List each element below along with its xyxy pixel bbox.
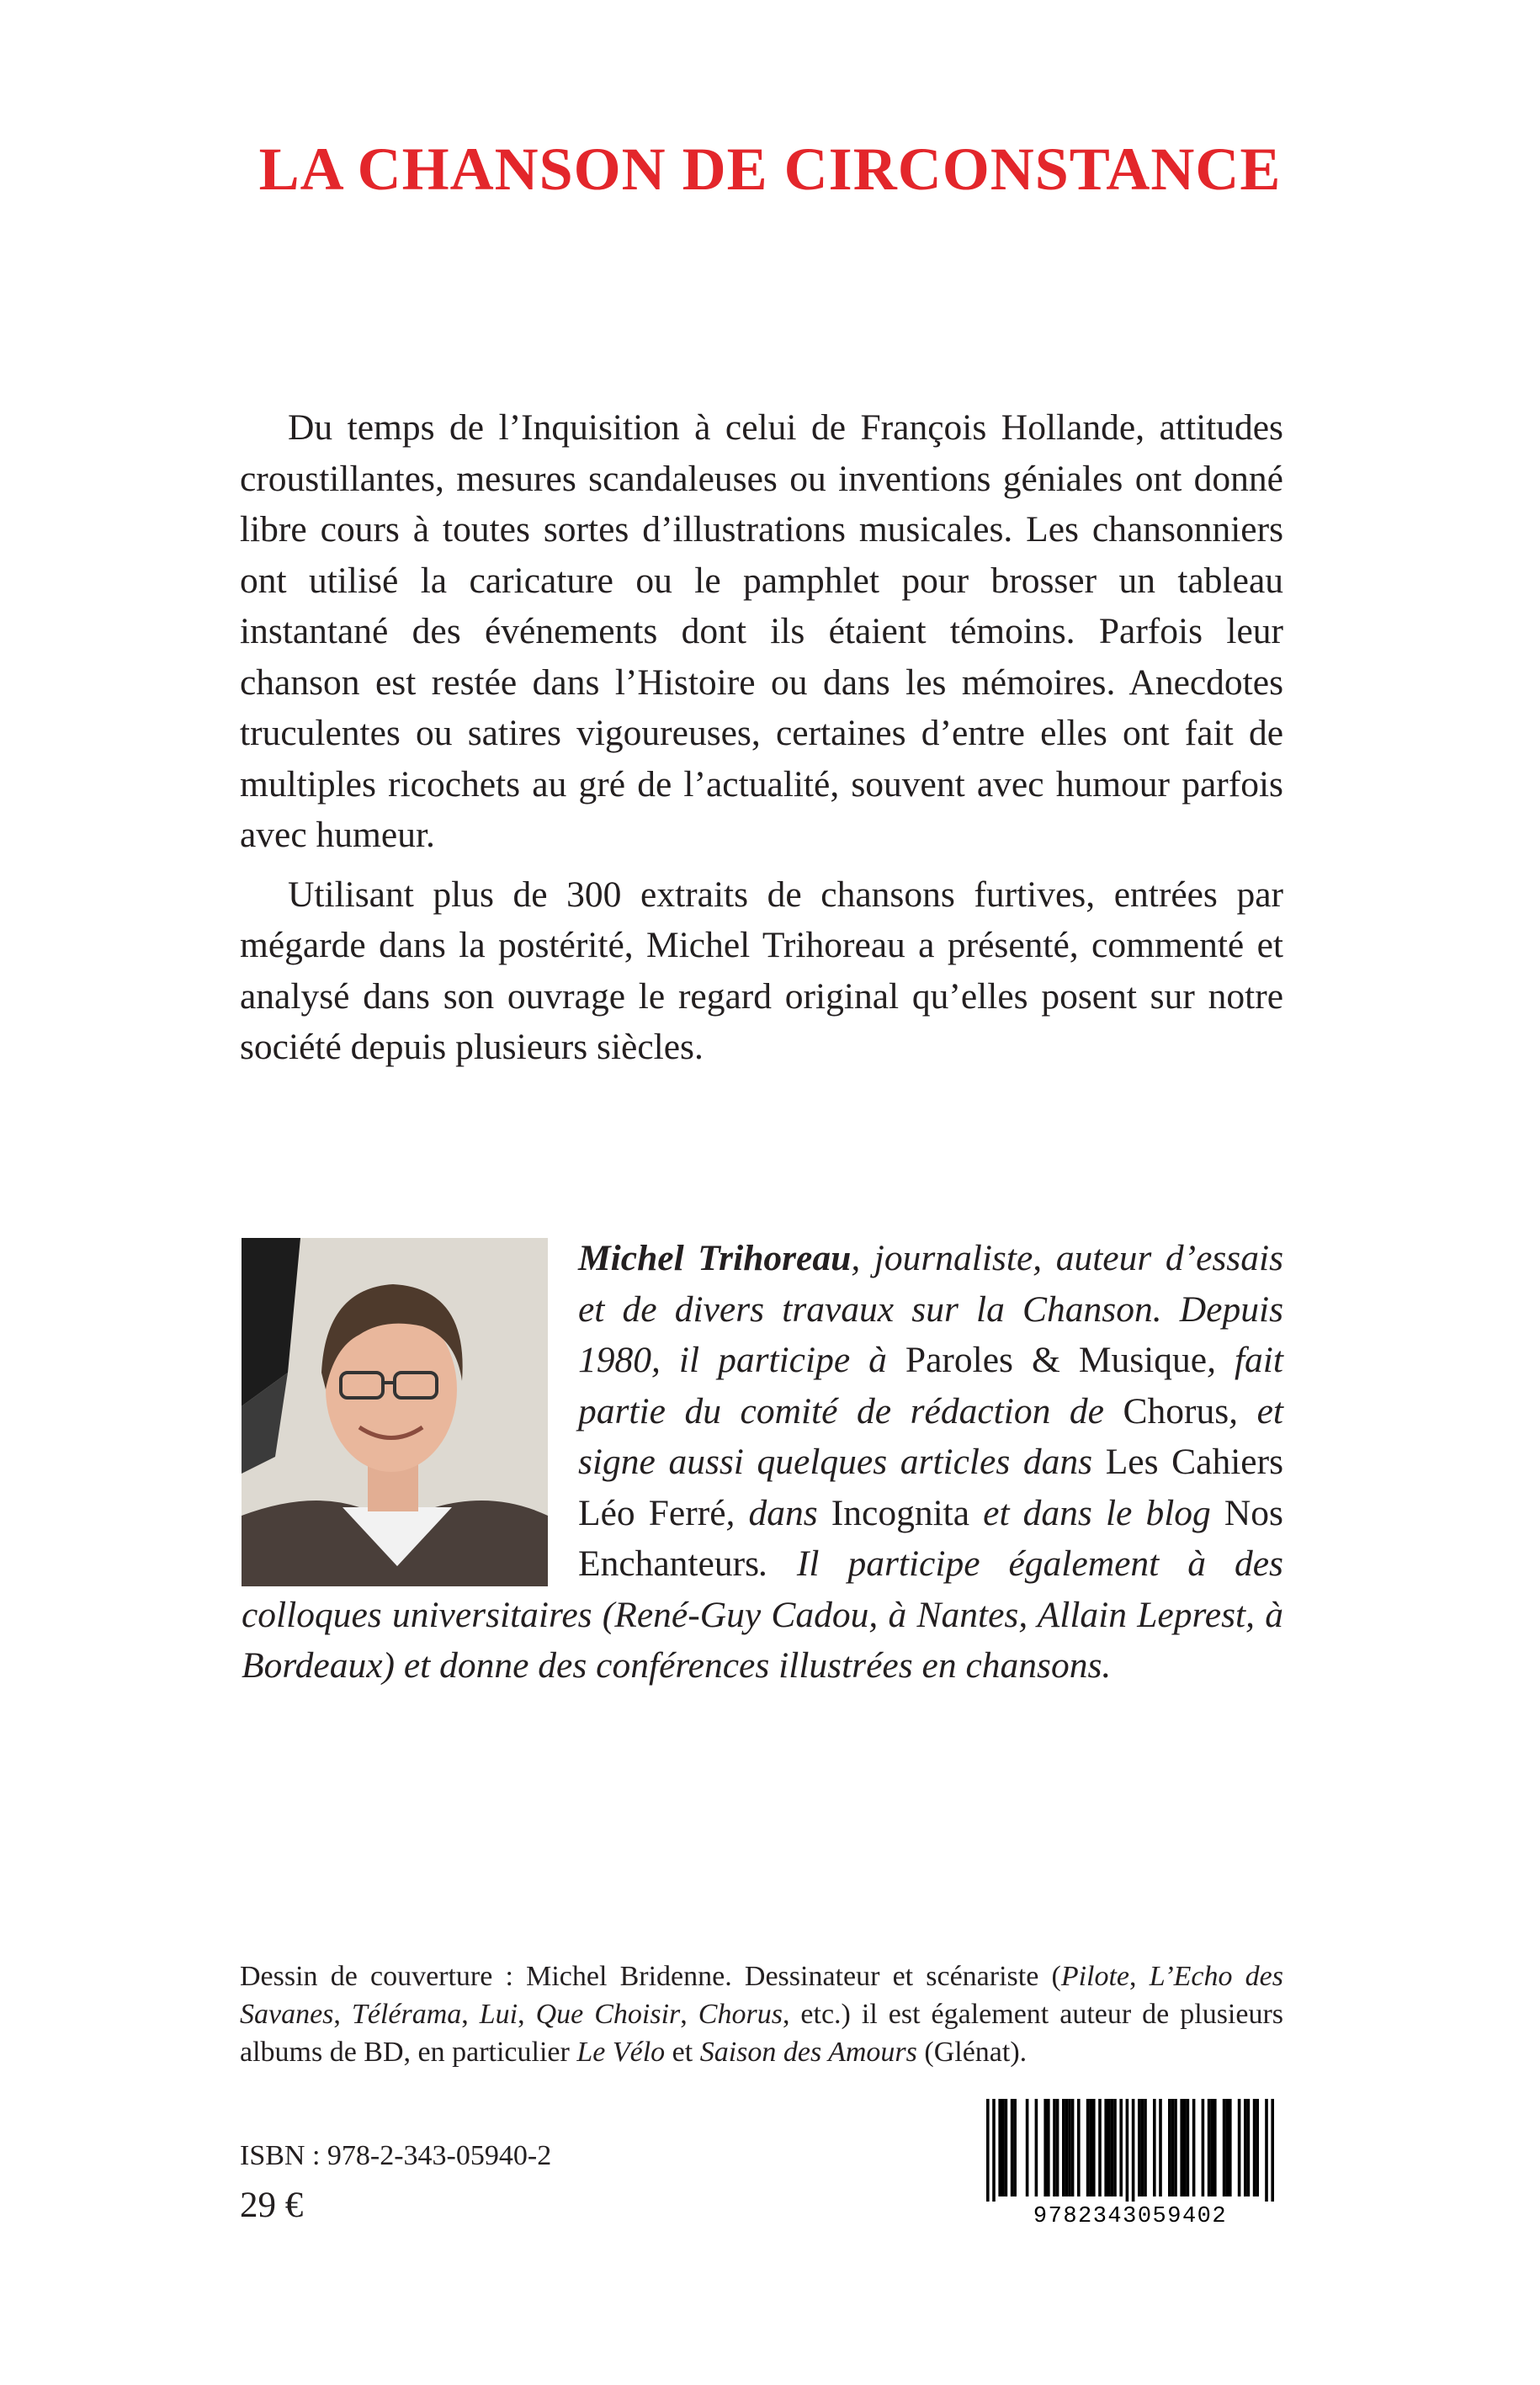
barcode-bar (1183, 2099, 1187, 2196)
credits-separator: , (461, 1999, 480, 2030)
barcode-bar (1223, 2099, 1226, 2196)
barcode-bar (1225, 2099, 1229, 2196)
barcode-digits: 9782343059402 (1033, 2204, 1228, 2225)
barcode-bar (1253, 2099, 1256, 2196)
barcode-bar (1159, 2099, 1162, 2196)
barcode-bar (1013, 2099, 1017, 2196)
barcode-bar (1153, 2099, 1156, 2196)
barcode-bar (1271, 2099, 1274, 2202)
credits-separator: , (1129, 1961, 1150, 1992)
author-bio-text: , journaliste, auteur d’essais et de divers travaux sur la Chanson. Depuis 1980, il participe à (578, 1238, 1283, 1380)
credits-title: Le Vélo (576, 2037, 666, 2068)
credits-text: et (665, 2037, 700, 2068)
barcode-bar (1107, 2099, 1111, 2196)
publication-paroles-musique: Paroles & Musique (905, 1340, 1208, 1380)
barcode-bar (1062, 2099, 1065, 2196)
barcode-bar (1077, 2099, 1081, 2196)
credits-separator: , (333, 1999, 352, 2030)
publication-incognita: Incognita (831, 1492, 970, 1533)
barcode-bar (1138, 2099, 1141, 2196)
barcode-bar (1171, 2099, 1175, 2196)
barcode-bar (1229, 2099, 1232, 2196)
credits-separator: , (518, 1999, 536, 2030)
barcode-bar (1001, 2099, 1005, 2196)
barcode-bar (1113, 2099, 1117, 2196)
barcode-bar (1047, 2099, 1050, 2196)
credits-text: , etc.) il est également auteur de plusieurs albums de BD, en particulier (240, 1999, 1284, 2068)
barcode-bar (1104, 2099, 1107, 2196)
publication-nos-enchanteurs: Nos Enchanteurs (578, 1492, 1283, 1584)
barcode-bar (986, 2099, 990, 2202)
price: 29 € (240, 2186, 304, 2225)
barcode (976, 2099, 1284, 2225)
author-bio-text: , fait partie du comité de rédaction de (578, 1340, 1283, 1432)
barcode-bar (1213, 2099, 1217, 2196)
barcode-bar (1256, 2099, 1259, 2196)
barcode-bar (1208, 2099, 1211, 2196)
credits-title: Lui (479, 1999, 518, 2030)
barcode-bar (1244, 2099, 1247, 2196)
publication-cahiers-leo-ferre: Les Cahiers Léo Ferré (578, 1442, 1283, 1533)
credits-title: Pilote (1060, 1961, 1130, 1992)
barcode-bar (1180, 2099, 1183, 2196)
barcode-bar (992, 2099, 996, 2202)
barcode-bar (1071, 2099, 1075, 2196)
author-name: Michel Trihoreau (578, 1238, 852, 1278)
barcode-bar (998, 2099, 1001, 2196)
barcode-bar (1202, 2099, 1205, 2196)
barcode-bar (1005, 2099, 1008, 2196)
barcode-bar (1174, 2099, 1177, 2196)
barcode-bar (1065, 2099, 1069, 2196)
credits-text: (Glénat). (916, 2037, 1028, 2068)
credits-title: Télérama (351, 1999, 462, 2030)
barcode-bars (986, 2099, 1274, 2202)
credits-text: Dessin de couverture : Michel Bridenne. Dessinateur et scénariste ( (240, 1961, 1061, 1992)
barcode-bar (1265, 2099, 1268, 2202)
barcode-bar (1187, 2099, 1190, 2196)
barcode-bar (1132, 2099, 1135, 2202)
barcode-bar (1056, 2099, 1059, 2196)
author-bio-text: , et signe aussi quelques articles dans (578, 1390, 1283, 1482)
barcode-bar (1126, 2099, 1129, 2202)
credits-separator: , (680, 1999, 698, 2030)
credits-title: Que Choisir (535, 1999, 681, 2030)
barcode-bar (1086, 2099, 1090, 2196)
author-bio (242, 1233, 1283, 1692)
book-blurb (240, 402, 1283, 1081)
barcode-bar (1111, 2099, 1114, 2196)
barcode-bar (1035, 2099, 1038, 2196)
barcode-bar (1098, 2099, 1102, 2196)
barcode-bar (1026, 2099, 1029, 2196)
barcode-bar (1119, 2099, 1123, 2196)
barcode-bar (1247, 2099, 1251, 2196)
isbn: ISBN : 978-2-343-05940-2 (240, 2140, 552, 2171)
barcode-bar (1043, 2099, 1047, 2196)
author-bio-text: , dans (725, 1492, 831, 1533)
blurb-paragraph-2: Utilisant plus de 300 extraits de chansons furtives, entrées par mégarde dans la postérité, Michel Trihoreau a présenté, commenté et analysé dans son ouvrage le regard original qu’elles posent sur notre société depuis plusieurs siècles. (240, 874, 1283, 1067)
credits-title: Saison des Amours (699, 2037, 917, 2068)
barcode-bar (1210, 2099, 1213, 2196)
barcode-bar (1068, 2099, 1071, 2196)
blurb-paragraph-1: Du temps de l’Inquisition à celui de François Hollande, attitudes croustillantes, mesures scandaleuses ou inventions géniales ont donné libre cours à toutes sortes d’illustrations musicales. Les chansonniers ont utilisé la caricature ou le pamphlet pour brosser un tableau instantané des événements dont ils étaient témoins. Parfois leur chanson est restée dans l’Histoire ou dans les mémoires. Anecdotes truculentes ou satires vigoureuses, certaines d’entre elles ont fait de multiples ricochets au gré de l’actualité, souvent avec humour parfois avec humeur. (240, 407, 1283, 855)
barcode-bar (1192, 2099, 1196, 2196)
book-title: LA CHANSON DE CIRCONSTANCE (258, 135, 1282, 203)
publication-chorus: Chorus (1123, 1390, 1229, 1432)
credits-title: Chorus (698, 1999, 783, 2030)
author-bio-text: et dans le blog (969, 1492, 1224, 1533)
barcode-bar (1168, 2099, 1171, 2196)
barcode-bar (1053, 2099, 1056, 2196)
credits-title: L’Echo des Savanes (240, 1961, 1284, 2030)
barcode-bar (1144, 2099, 1147, 2196)
barcode-bar (1092, 2099, 1096, 2196)
cover-credits (240, 1957, 1283, 2071)
author-bio-text: . Il participe également à des colloques universitaires (René-Guy Cadou, à Nantes, Allain Leprest, à Bordeaux) et donne des conférences illustrées en chansons. (242, 1543, 1283, 1686)
barcode-bar (1089, 2099, 1092, 2196)
barcode-bar (1011, 2099, 1014, 2196)
barcode-bar (1238, 2099, 1241, 2196)
barcode-bar (1141, 2099, 1144, 2196)
